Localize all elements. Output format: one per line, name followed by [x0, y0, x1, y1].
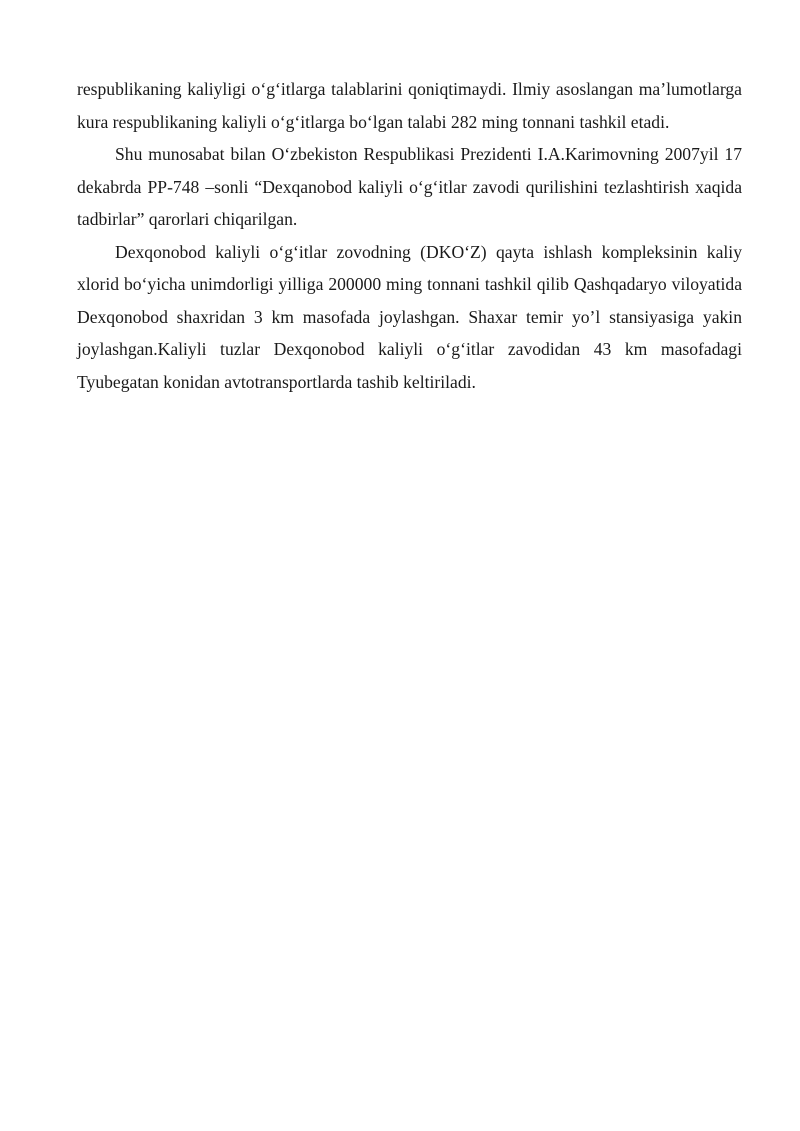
paragraph-plant-description: Dexqonobod kaliyli o‘g‘itlar zovodning (DKO‘Z) qayta ishlash kompleksinin kaliy xlorid bo‘yicha unimdorligi yilliga 200000 ming tonnani tashkil qilib Qashqadaryo viloyatida Dexqonobod shaxridan 3 km masofada joylashgan. Shaxar temir yo’l stansiyasiga yakin joylashgan.Kaliyli tuzlar Dexqonobod kaliyli o‘g‘itlar zavodidan 43 km masofadagi Tyubegatan konidan avtotransportlarda tashib keltiriladi. — [77, 241, 742, 392]
document-body — [77, 73, 742, 398]
paragraph-presidential-decree: Shu munosabat bilan O‘zbekiston Respublikasi Prezidenti I.A.Karimovning 2007yil 17 dekabrda PP-748 –sonli “Dexqanobod kaliyli o‘g‘itlar zavodi qurilishini tezlashtirish xaqida tadbirlar” qarorlari chiqarilgan. — [77, 144, 742, 229]
paragraph-continuation: respublikaning kaliyligi o‘g‘itlarga talablarini qoniqtimaydi. Ilmiy asoslangan ma’lumotlarga kura respublikaning kaliyli o‘g‘itlarga bo‘lgan talabi 282 ming tonnani tashkil etadi. — [77, 79, 742, 132]
